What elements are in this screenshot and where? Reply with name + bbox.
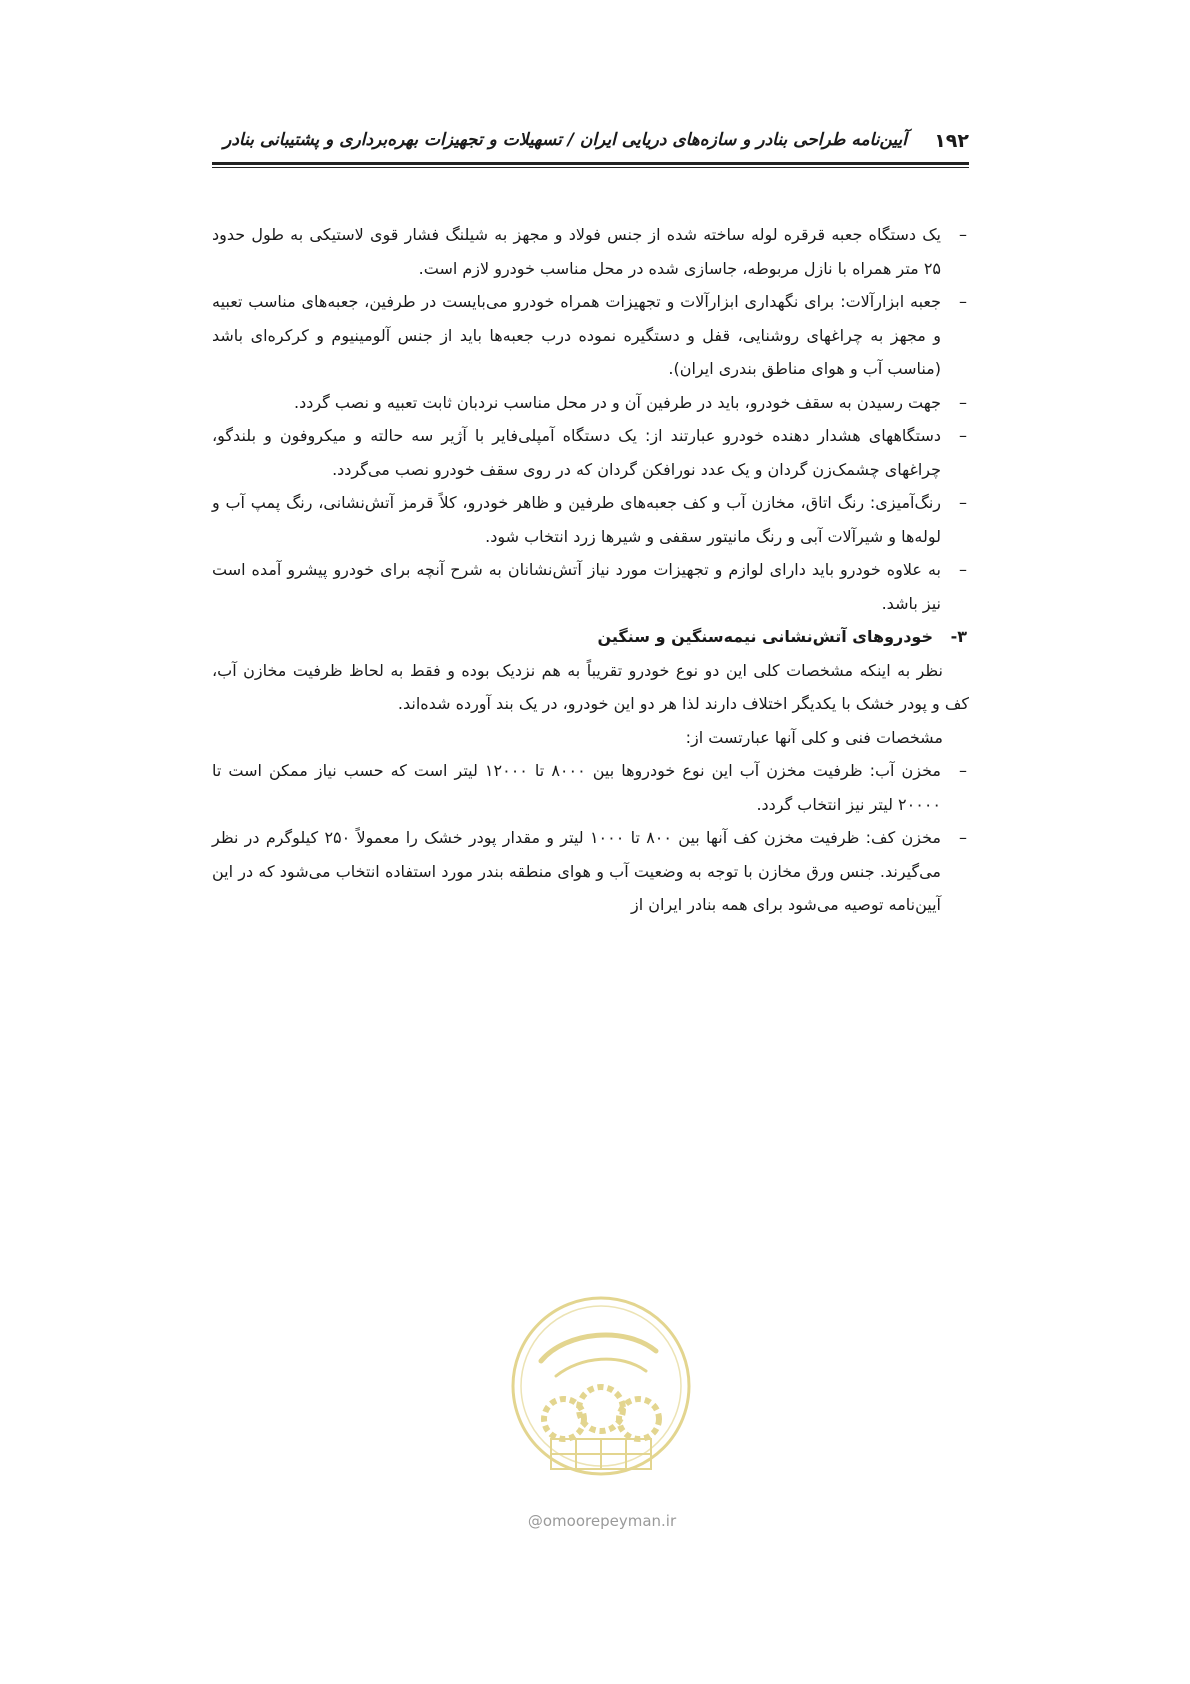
list-item [212, 486, 969, 553]
watermark-site: @omoorepeyman.ir [527, 1512, 677, 1530]
body-paragraph-2: مشخصات فنی و کلی آنها عبارتست از: [685, 727, 943, 747]
section-number: ۳- [950, 627, 967, 646]
bullet-dash: – [959, 761, 967, 780]
list-item-text: جهت رسیدن به سقف خودرو، باید در طرفین آن و در محل مناسب نردبان ثابت تعبیه و نصب گردد. [294, 392, 941, 412]
bullet-dash: – [959, 828, 967, 847]
bullet-dash: – [959, 225, 967, 244]
header-rule-thick [212, 162, 969, 165]
page-number: ۱۹۲ [934, 130, 969, 152]
section-title: خودروهای آتش‌نشانی نیمه‌سنگین و سنگین [597, 627, 933, 646]
list-item [212, 285, 969, 386]
watermark-logo [506, 1291, 696, 1481]
list-item [212, 754, 969, 821]
list-item-text: یک دستگاه جعبه قرقره لوله ساخته شده از جنس فولاد و مجهز به شیلنگ فشار قوی لاستیکی به طول حدود ۲۵ متر همراه با نازل مربوطه، جاسازی شده در محل مناسب خودرو لازم است. [212, 225, 941, 278]
list-item [212, 218, 969, 285]
list-item [212, 419, 969, 486]
bullet-dash: – [959, 292, 967, 311]
section-heading [212, 620, 969, 654]
body-paragraph: نظر به اینکه مشخصات کلی این دو نوع خودرو تقریباً به هم نزدیک بوده و فقط به لحاظ ظرفیت مخازن آب، کف و پودر خشک با یکدیگر اختلاف دارند لذا هر دو این خودرو، در یک بند آورده شده‌اند. [212, 660, 969, 713]
running-title: آیین‌نامه طراحی بنادر و سازه‌های دریایی ایران / تسهیلات و تجهیزات بهره‌برداری و پشتیبانی بنادر [223, 130, 907, 150]
list-item [212, 386, 969, 420]
list-item-text: مخزن آب: ظرفیت مخزن آب این نوع خودروها بین ۸۰۰۰ تا ۱۲۰۰۰ لیتر است که حسب نیاز ممکن است تا ۲۰۰۰۰ لیتر نیز انتخاب گردد. [212, 761, 942, 814]
list-item-text: مخزن کف: ظرفیت مخزن کف آنها بین ۸۰۰ تا ۱۰۰۰ لیتر و مقدار پودر خشک را معمولاً ۲۵۰ کیلوگرم در نظر می‌گیرند. جنس ورق مخازن با توجه به وضعیت آب و هوای منطقه بندر مورد استفاده انتخاب می‌شود که در این آیین‌نامه توصیه می‌شود برای همه بنادر ایران از [212, 828, 941, 914]
bullet-dash: – [959, 560, 967, 579]
bullet-dash: – [959, 392, 967, 412]
list-item-text: دستگاههای هشدار دهنده خودرو عبارتند از: یک دستگاه آمپلی‌فایر با آژیر سه حالته و میکروفون و بلندگو، چراغهای چشمک‌زن گردان و یک عدد نورافکن گردان که در روی سقف خودرو نصب می‌گردد. [212, 426, 941, 479]
list-item-text: به علاوه خودرو باید دارای لوازم و تجهیزات مورد نیاز آتش‌نشانان به شرح آنچه برای خودرو پیشرو آمده است نیز باشد. [212, 560, 941, 613]
list-item-text: جعبه ابزارآلات: برای نگهداری ابزارآلات و تجهیزات همراه خودرو می‌بایست در طرفین، جعبه‌های مناسب تعبیه و مجهز به چراغهای روشنایی، قفل و دستگیره نموده درب جعبه‌ها باید از جنس آلومینیوم و کرکره‌ای باشد (مناسب آب و هوای مناطق بندری ایران). [212, 292, 941, 378]
header-rule-thin [212, 167, 969, 168]
bullet-dash: – [959, 493, 967, 512]
bullet-dash: – [959, 426, 967, 445]
list-item-text: رنگ‌آمیزی: رنگ اتاق، مخازن آب و کف جعبه‌های طرفین و ظاهر خودرو، کلاً قرمز آتش‌نشانی، رنگ پمپ آب و لوله‌ها و شیرآلات آبی و رنگ مانیتور سقفی و شیرها زرد انتخاب شود. [212, 493, 941, 546]
logo-emblem-icon [506, 1291, 696, 1481]
list-item [212, 553, 969, 620]
page-body [212, 218, 969, 922]
list-item [212, 821, 969, 922]
